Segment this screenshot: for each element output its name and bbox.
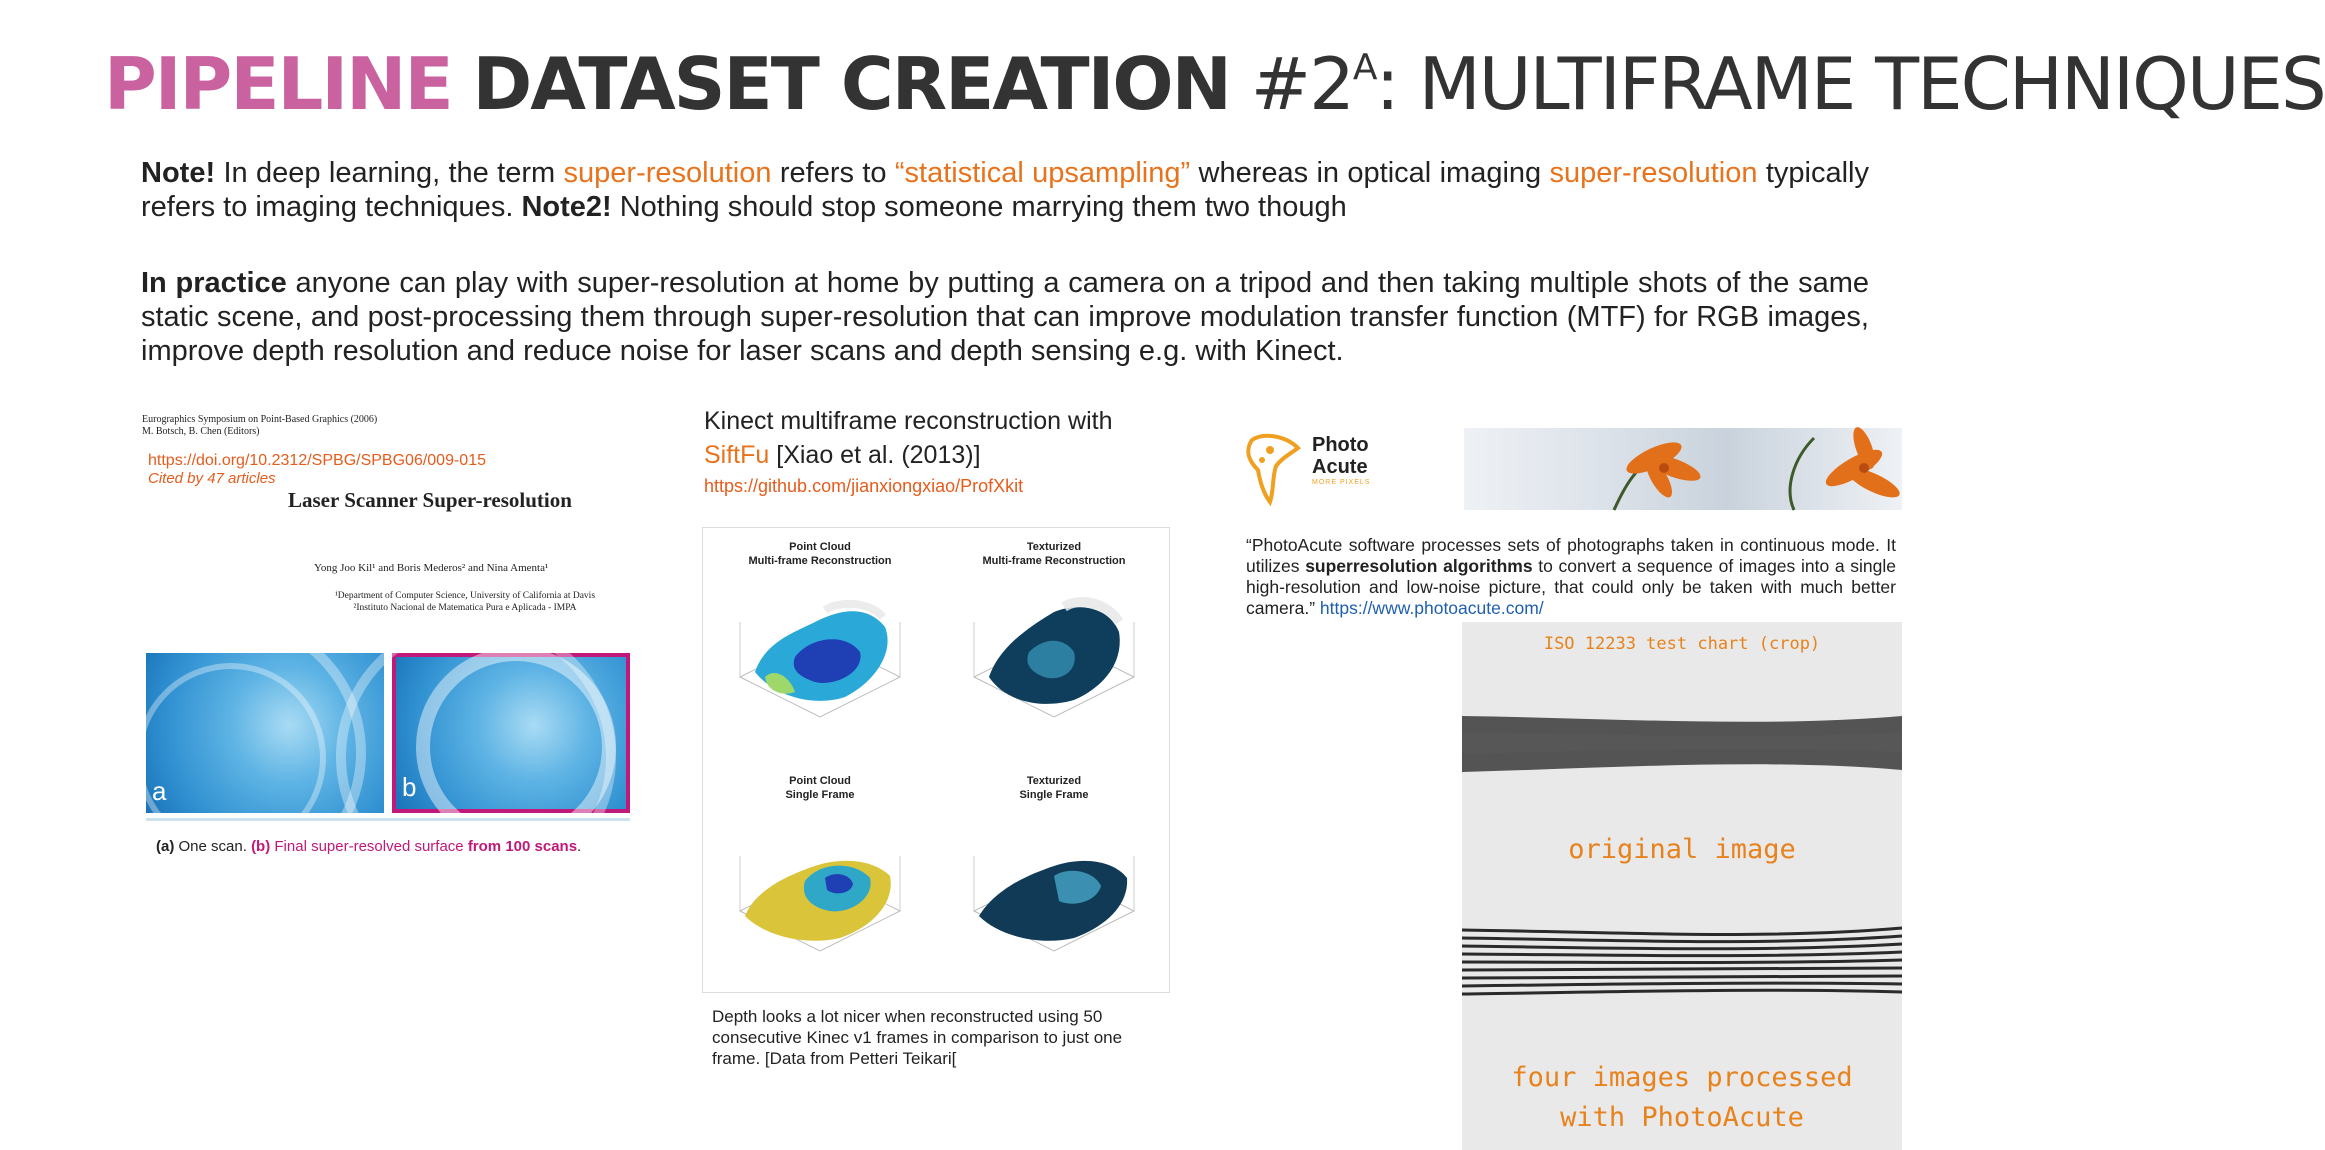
iso-test-chart (1462, 622, 1902, 1150)
subplot-title-line-1: Texturized (1026, 541, 1082, 553)
title-part-pipeline: PIPELINE (104, 42, 452, 126)
kinect-caption: Depth looks a lot nicer when reconstructed using 50 consecutive Kinec v1 frames in comparison to just one frame. [Data from Petteri Teikari[ (712, 1007, 1123, 1068)
subplot-title-line-2: Multi-frame Reconstruction (982, 555, 1126, 567)
paper-affiliations (300, 590, 630, 614)
subplot-title (939, 540, 1169, 568)
photoacute-flower-banner (1464, 428, 1902, 510)
subplot-title (705, 540, 935, 568)
note-text-1: In deep learning, the term (215, 157, 564, 189)
kinect-subplot-pc-multi (705, 530, 935, 763)
caption-b-text: Final super-resolved surface (270, 838, 468, 855)
kinect-line-2 (704, 438, 1174, 472)
iso-chart-title: ISO 12233 test chart (crop) (1543, 634, 1821, 654)
depth-plot-texturized-single (969, 816, 1139, 966)
slide-title (104, 42, 2325, 126)
flower-banner-image (1464, 428, 1902, 510)
photoacute-logo-icon (1242, 432, 1304, 508)
kinect-subplot-tex-single (939, 764, 1169, 997)
caption-b-bold: from 100 scans (467, 838, 578, 855)
processed-label-line-2: with PhotoAcute (1560, 1102, 1804, 1133)
scan-b-label: b (402, 772, 417, 802)
original-image-label: original image (1568, 834, 1796, 865)
title-part-number: #2 (1250, 42, 1353, 126)
title-part-multiframe: : MULTIFRAME TECHNIQUES (1375, 42, 2325, 126)
paper-doi-link[interactable]: https://doi.org/10.2312/SPBG/SPBG06/009-015 (148, 452, 486, 469)
paper-affiliation-2: ²Instituto Nacional de Matematica Pura e Aplicada - IMPA (353, 603, 577, 613)
subplot-title-line-2: Multi-frame Reconstruction (748, 555, 892, 567)
depth-plot-pointcloud-multi (735, 582, 905, 732)
note-text-3: whereas in optical imaging (1190, 157, 1550, 189)
subplot-title (705, 774, 935, 802)
iso-stripes-original (1462, 704, 1902, 784)
note-text-5: Nothing should stop someone marrying them two though (611, 191, 1347, 223)
scan-underline (146, 818, 630, 821)
paper-panel (112, 400, 652, 870)
paper-meta-venue: Eurographics Symposium on Point-Based Graphics (2006) (142, 414, 378, 425)
paper-cited-by: Cited by 47 articles (148, 470, 276, 487)
quote-text-2: to convert a sequence of images into a single high-resolution and low-noise picture, that could only be taken with much better camera.” (1246, 556, 1897, 618)
paper-authors: Yong Joo Kil¹ and Boris Mederos² and Nina Amenta¹ (314, 562, 549, 574)
quote-bold: superresolution algorithms (1305, 556, 1533, 576)
scan-a-label: a (152, 776, 167, 806)
caption-b-marker: (b) (251, 838, 271, 855)
caption-end: . (577, 838, 582, 855)
note2-lead: Note2! (521, 191, 612, 223)
photoacute-header (1242, 428, 1902, 510)
caption-a-text: One scan. (174, 838, 252, 855)
scan-caption (156, 838, 581, 855)
kinect-github-link[interactable]: https://github.com/jianxiongxiao/ProfXkit (704, 476, 1024, 496)
title-superscript: A (1352, 47, 1376, 88)
scan-a-inner-ring (136, 663, 326, 853)
paper-affiliation-1: ¹Department of Computer Science, University of California at Davis (334, 591, 596, 601)
depth-plot-texturized-multi (969, 582, 1139, 732)
subplot-title-line-1: Point Cloud (789, 541, 851, 553)
paper-title: Laser Scanner Super-resolution (288, 488, 572, 512)
note-text-4: typically refers to imaging techniques. (141, 157, 1869, 223)
photoacute-logo-text (1312, 434, 1369, 478)
photoacute-quote (1246, 535, 1896, 619)
kinect-subplot-pc-single (705, 764, 935, 997)
kinect-line-1: Kinect multiframe reconstruction with (704, 407, 1113, 435)
practice-paragraph (141, 266, 1869, 368)
subplot-title (939, 774, 1169, 802)
logo-line-1: Photo (1312, 434, 1369, 456)
kinect-header (704, 404, 1174, 497)
note-text-2: refers to (771, 157, 895, 189)
subplot-title-line-1: Texturized (1026, 775, 1082, 787)
siftfu-link[interactable]: SiftFu (704, 441, 770, 469)
iso-stripes-processed (1462, 922, 1902, 1004)
kinect-citation: [Xiao et al. (2013)] (769, 441, 981, 469)
logo-line-2: Acute (1312, 456, 1368, 478)
kinect-figure (702, 527, 1170, 993)
kinect-subplot-tex-multi (939, 530, 1169, 763)
subplot-title-line-2: Single Frame (785, 789, 855, 801)
practice-lead: In practice (141, 267, 287, 299)
scan-b-inner-ring (416, 647, 616, 847)
note-term-1: super-resolution (563, 157, 772, 189)
subplot-title-line-1: Point Cloud (789, 775, 851, 787)
title-part-dataset: DATASET CREATION (472, 42, 1230, 126)
note-paragraph (141, 156, 1869, 224)
caption-a-marker: (a) (156, 838, 175, 855)
quote-text-1: “PhotoAcute software processes sets of photographs taken in continuous mode. It utilizes (1246, 535, 1896, 576)
photoacute-tagline: MORE PIXELS (1312, 479, 1371, 486)
scan-image-b (392, 653, 630, 813)
depth-plot-pointcloud-single (735, 816, 905, 966)
subplot-title-line-2: Single Frame (1019, 789, 1089, 801)
photoacute-link[interactable]: https://www.photoacute.com/ (1319, 598, 1544, 618)
practice-text: anyone can play with super-resolution at home by putting a camera on a tripod and then taking multiple shots of the same static scene, and post-processing them through super-resolution that can improve modulation transfer function (MTF) for RGB images, improve depth resolution and reduce noise for laser scans and depth sensing e.g. with Kinect. (141, 267, 1870, 367)
note-lead: Note! (141, 157, 216, 189)
note-term-3: super-resolution (1549, 157, 1758, 189)
note-term-2: “statistical upsampling” (894, 157, 1191, 189)
paper-meta-editors: M. Botsch, B. Chen (Editors) (142, 426, 260, 437)
processed-label-line-1: four images processed (1511, 1062, 1853, 1093)
